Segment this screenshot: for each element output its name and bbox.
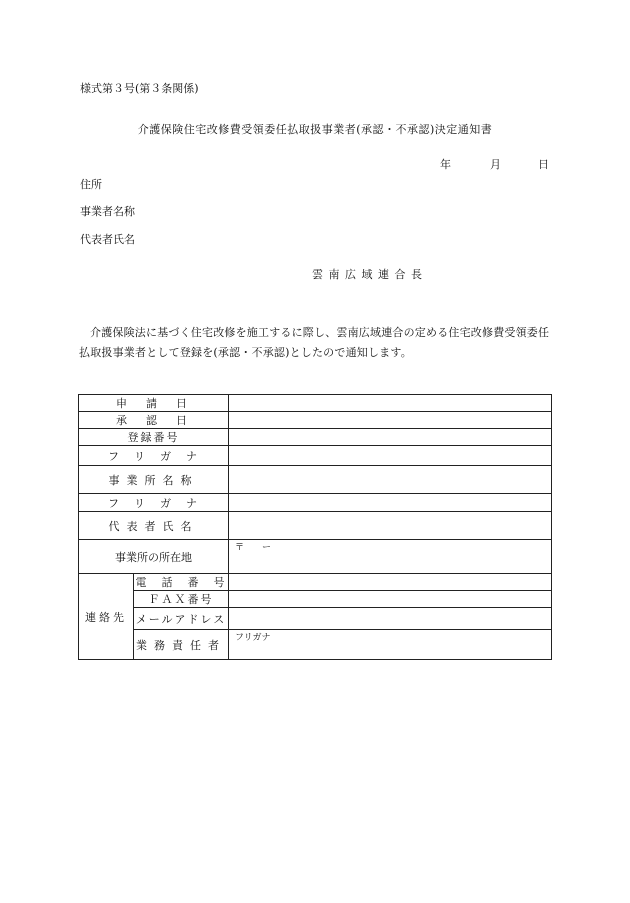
- office-location-label: 事業所の所在地: [79, 540, 229, 574]
- form-number: 様式第３号(第３条関係): [80, 82, 199, 95]
- table-row: [79, 494, 552, 512]
- recipient-business-name-label: 事業者名称: [80, 205, 135, 218]
- fax-label: ＦＡＸ番号: [134, 591, 229, 608]
- document-title: 介護保険住宅改修費受領委任払取扱事業者(承認・不承認)決定通知書: [137, 123, 493, 136]
- manager-value: フリガナ: [229, 630, 552, 660]
- phone-label: 電 話 番 号: [134, 574, 229, 591]
- recipient-representative-label: 代表者氏名: [80, 233, 135, 246]
- contact-group-label: 連絡先: [79, 574, 134, 660]
- approval-date-label: 承 認 日: [79, 412, 229, 429]
- office-name-value: [229, 466, 552, 494]
- table-row: [79, 540, 552, 574]
- date-day-label: 日: [538, 158, 549, 171]
- table-row: [79, 466, 552, 494]
- office-location-value: 〒 ー: [229, 540, 552, 574]
- approval-date-value: [229, 412, 552, 429]
- table-row: [79, 446, 552, 466]
- representative-name-value: [229, 512, 552, 540]
- representative-name-label: 代表者氏名: [79, 512, 229, 540]
- email-label: メールアドレス: [134, 608, 229, 630]
- date-year-label: 年: [440, 158, 451, 171]
- table-row: [79, 574, 552, 591]
- application-date-label: 申 請 日: [79, 395, 229, 412]
- furigana-value-2: [229, 494, 552, 512]
- table-row: [79, 591, 552, 608]
- table-row: [79, 395, 552, 412]
- date-month-label: 月: [490, 158, 501, 171]
- furigana-value-1: [229, 446, 552, 466]
- issuer-name: 雲南広域連合長: [312, 268, 428, 281]
- fax-value: [229, 591, 552, 608]
- office-name-label: 事業所名称: [79, 466, 229, 494]
- application-date-value: [229, 395, 552, 412]
- registration-number-value: [229, 429, 552, 446]
- email-value: [229, 608, 552, 630]
- date-line: [440, 156, 549, 172]
- furigana-label-2: フ リ ガ ナ: [79, 494, 229, 512]
- table-row: [79, 429, 552, 446]
- notice-body-text: 介護保険法に基づく住宅改修を施工するに際し、雲南広域連合の定める住宅改修費受領委任払取扱事業者として登録を(承認・不承認)としたので通知します。: [79, 326, 550, 359]
- table-row: [79, 630, 552, 660]
- manager-label: 業務責任者: [134, 630, 229, 660]
- table-row: [79, 608, 552, 630]
- table-row: [79, 412, 552, 429]
- table-row: [79, 512, 552, 540]
- phone-value: [229, 574, 552, 591]
- furigana-label-1: フ リ ガ ナ: [79, 446, 229, 466]
- recipient-address-label: 住所: [80, 178, 102, 191]
- registration-info-table: [78, 394, 552, 660]
- registration-number-label: 登録番号: [79, 429, 229, 446]
